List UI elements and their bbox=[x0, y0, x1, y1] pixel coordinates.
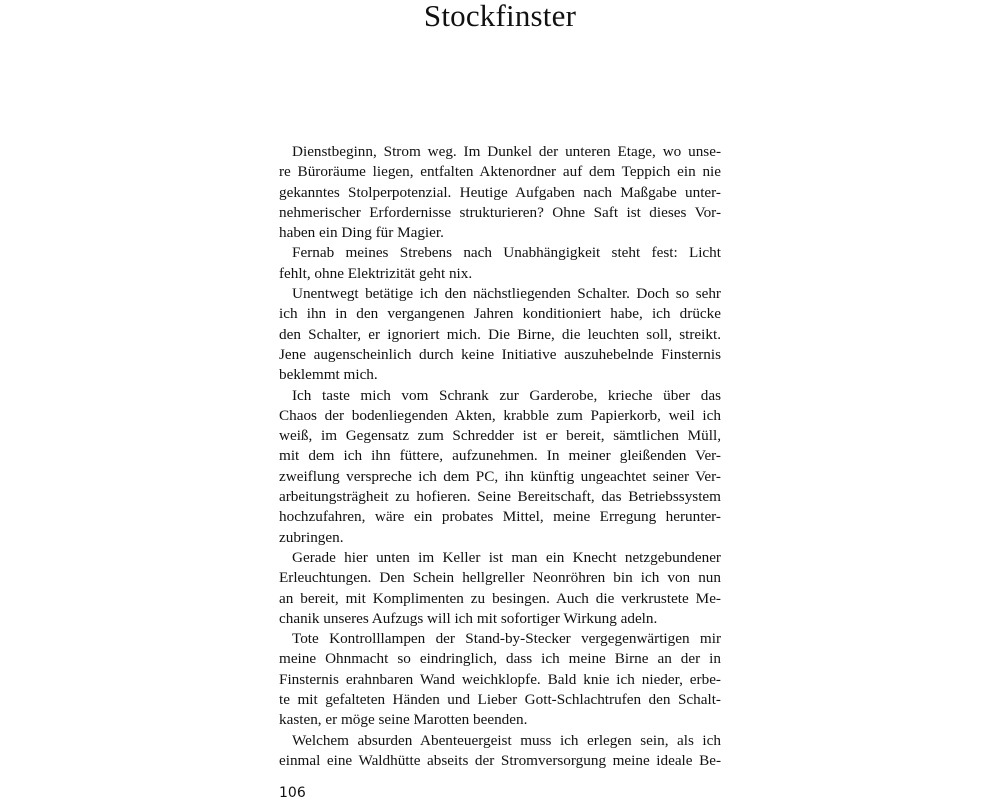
paragraph bbox=[279, 243, 721, 284]
text-line: ich ihn in den vergangenen Jahren konditioniert habe, ich drücke bbox=[279, 305, 721, 323]
text-line: Fernab meines Strebens nach Unabhängigkeit steht fest: Licht bbox=[292, 244, 721, 262]
chapter-body bbox=[279, 142, 721, 771]
text-line: Gerade hier unten im Keller ist man ein Knecht netzgebundener bbox=[292, 548, 721, 566]
text-line: einmal eine Waldhütte abseits der Stromversorgung meine ideale Be- bbox=[279, 751, 721, 769]
text-line: an bereit, mit Komplimenten zu besingen. Auch die verkrustete Me- bbox=[279, 589, 721, 607]
text-line: zubringen. bbox=[279, 528, 344, 546]
paragraph bbox=[279, 731, 721, 772]
text-line: Chaos der bodenliegenden Akten, krabble zum Papierkorb, weil ich bbox=[279, 406, 721, 424]
paragraph bbox=[279, 629, 721, 730]
text-line: Finsternis erahnbaren Wand weichklopfe. Bald knie ich nieder, erbe- bbox=[279, 670, 721, 688]
text-line: Ich taste mich vom Schrank zur Garderobe, krieche über das bbox=[292, 386, 721, 404]
text-line: re Büroräume liegen, entfalten Aktenordner auf dem Teppich ein nie bbox=[279, 163, 721, 181]
text-line: te mit gefalteten Händen und Lieber Gott-Schlachtrufen den Schalt- bbox=[279, 691, 721, 709]
text-line: mit dem ich ihn füttere, aufzunehmen. In meiner gleißenden Ver- bbox=[279, 447, 721, 465]
text-line: kasten, er möge seine Marotten beenden. bbox=[279, 711, 528, 729]
text-line: gekanntes Stolperpotenzial. Heutige Aufgaben nach Maßgabe unter- bbox=[279, 183, 721, 201]
text-line: Tote Kontrolllampen der Stand-by-Stecker vergegenwärtigen mir bbox=[292, 630, 721, 648]
text-line: nehmerischer Erfordernisse strukturieren? Ohne Saft ist dieses Vor- bbox=[279, 203, 721, 221]
text-line: Erleuchtungen. Den Schein hellgreller Neonröhren bin ich von nun bbox=[279, 569, 721, 587]
text-line: beklemmt mich. bbox=[279, 366, 378, 384]
text-line: Unentwegt betätige ich den nächstliegenden Schalter. Doch so sehr bbox=[292, 285, 721, 303]
text-line: arbeitungsträgheit zu hofieren. Seine Bereitschaft, das Betriebssystem bbox=[279, 488, 721, 506]
paragraph bbox=[279, 548, 721, 629]
chapter-title: Stockfinster bbox=[423, 0, 577, 33]
text-line: den Schalter, er ignoriert mich. Die Birne, die leuchten soll, streikt. bbox=[279, 325, 721, 343]
text-line: fehlt, ohne Elektrizität geht nix. bbox=[279, 264, 473, 282]
page-number: 106 bbox=[279, 785, 306, 801]
paragraph bbox=[279, 386, 721, 548]
text-line: chanik unseres Aufzugs will ich mit sofortiger Wirkung adeln. bbox=[279, 609, 658, 627]
text-line: meine Ohnmacht so eindringlich, dass ich meine Birne an der in bbox=[279, 650, 721, 668]
text-line: Welchem absurden Abenteuergeist muss ich erlegen sein, als ich bbox=[292, 731, 721, 749]
text-line: haben ein Ding für Magier. bbox=[279, 224, 444, 242]
paragraph bbox=[279, 142, 721, 243]
text-line: weiß, im Gegensatz zum Schredder ist er bereit, sämtlichen Müll, bbox=[279, 427, 721, 445]
paragraph bbox=[279, 284, 721, 385]
text-line: zweiflung verspreche ich dem PC, ihn künftig ungeachtet seiner Ver- bbox=[279, 467, 721, 485]
text-line: Jene augenscheinlich durch keine Initiative auszuhebelnde Finsternis bbox=[279, 345, 721, 363]
text-line: hochzufahren, wäre ein probates Mittel, meine Erregung herunter- bbox=[279, 508, 721, 526]
text-line: Dienstbeginn, Strom weg. Im Dunkel der unteren Etage, wo unse- bbox=[292, 143, 721, 160]
